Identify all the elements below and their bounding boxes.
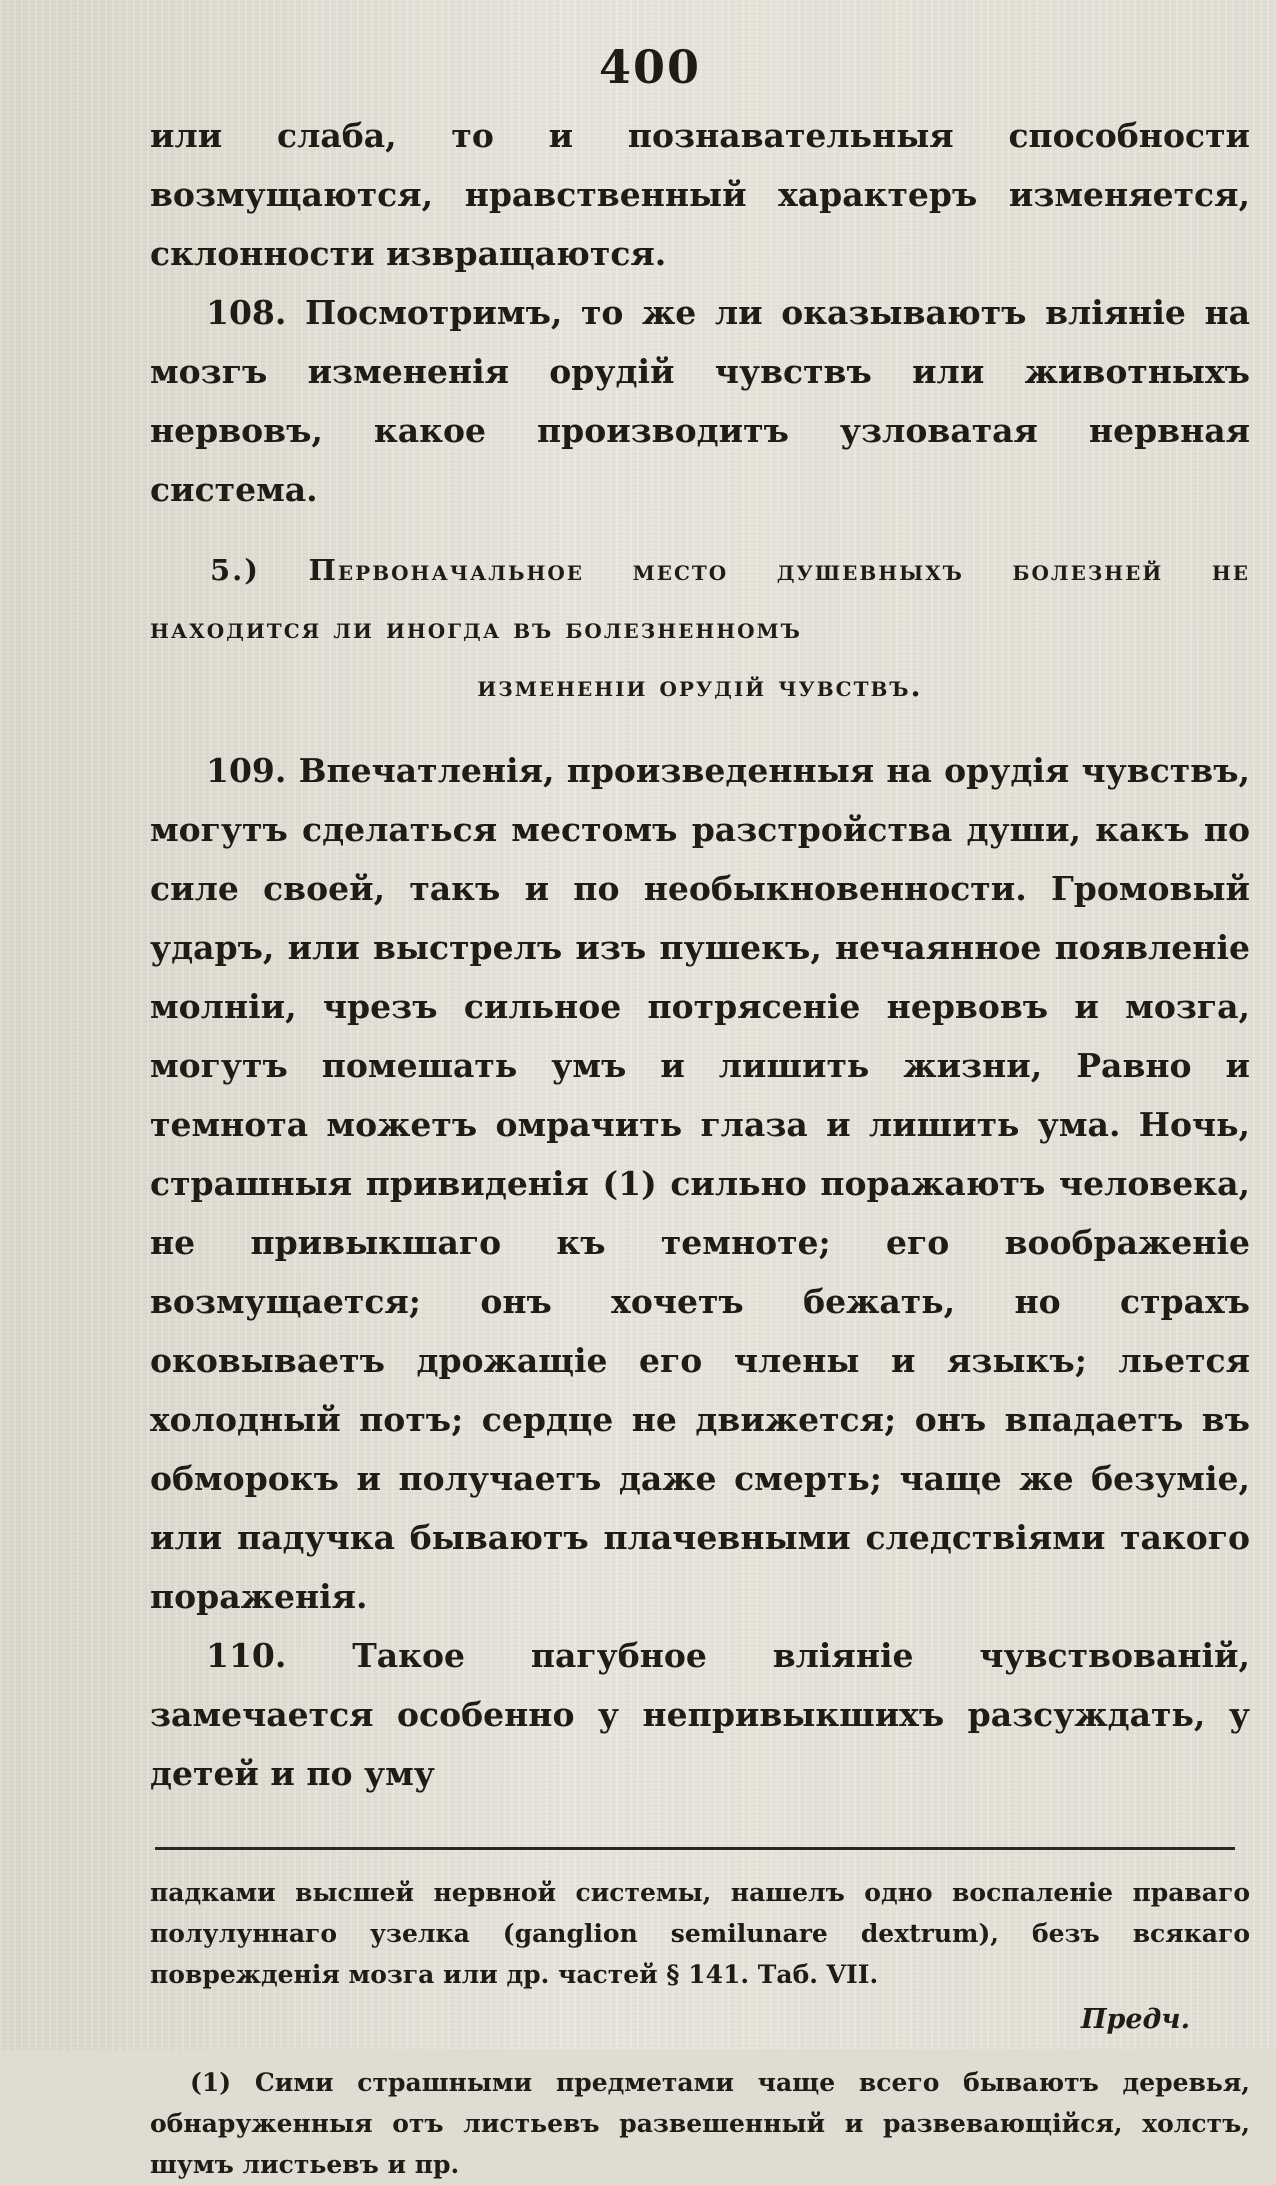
footnote-1: (1) Сими страшными предметами чаще всего бываютъ деревья, обнаруженныя отъ листьевъ развешенный и развевающійся, холстъ, шумъ листьевъ и пр. bbox=[150, 2068, 1250, 2179]
paragraph-continuation: или слаба, то и познавательныя способности возмущаются, нравственный характеръ изменяется, склонности извращаются. bbox=[150, 116, 1250, 273]
section-heading bbox=[150, 541, 1250, 715]
footnote-signature: Предч. bbox=[1080, 2004, 1190, 2035]
footnotes bbox=[150, 1872, 1250, 2185]
paragraph-108: 108. Посмотримъ, то же ли оказываютъ вліяніе на мозгъ измененія орудій чувствъ или животныхъ нервовъ, какое производитъ узловатая нервная система. bbox=[150, 293, 1250, 509]
main-text bbox=[150, 106, 1250, 519]
paragraph-110: 110. Такое пагубное вліяніе чувствованій, замечается особенно у непривыкшихъ разсуждать, у детей и по уму bbox=[150, 1636, 1250, 1793]
page-number: 400 bbox=[598, 40, 702, 94]
page-content bbox=[150, 40, 1250, 2185]
footnote-divider bbox=[155, 1847, 1235, 1850]
footnote-continuation: падками высшей нервной системы, нашелъ одно воспаленіе праваго полулуннаго узелка (ganglion semilunare dextrum), безъ всякаго поврежденія мозга или др. частей § 141. Таб. VII. bbox=[150, 1878, 1250, 1989]
main-text-continued bbox=[150, 741, 1250, 1803]
section-heading-line-1: 5.) Первоначальное место душевныхъ болезней не находится ли иногда въ болезненномъ bbox=[150, 553, 1250, 645]
paragraph-109: 109. Впечатленія, произведенныя на орудія чувствъ, могутъ сделаться местомъ разстройства души, какъ по силе своей, такъ и по необыкновенности. Громовый ударъ, или выстрелъ изъ пушекъ, нечаянное появленіе молніи, чрезъ сильное потрясеніе нервовъ и мозга, могутъ помешать умъ и лишить жизни, Равно и темнота можетъ омрачить глаза и лишить ума. Ночь, страшныя привиденія (1) сильно поражаютъ человека, не привыкшаго къ темноте; его воображеніе возмущается; онъ хочетъ бежать, но страхъ оковываетъ дрожащіе его члены и языкъ; льется холодный потъ; сердце не движется; онъ впадаетъ въ обморокъ и получаетъ даже смерть; чаще же безуміе, или падучка бываютъ плачевными следствіями такого пораженія. bbox=[150, 751, 1250, 1616]
section-heading-line-2: измененіи орудій чувствъ. bbox=[477, 669, 923, 703]
